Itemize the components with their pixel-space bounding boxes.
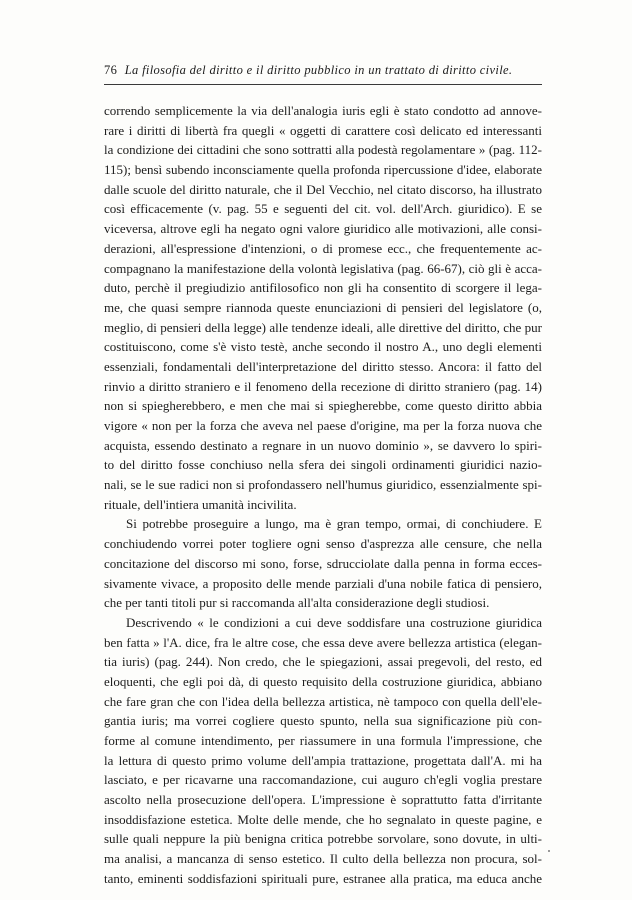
text-line: ben fatta » l'A. dice, fra le altre cose, che essa deve avere bellezza artistica (elegan-	[104, 634, 542, 650]
text-line: sulle quali neppure la più benigna critica potrebbe sorvolare, sono dovute, in ulti-	[104, 831, 542, 847]
text-line: rinvio a diritto straniero e il fenomeno della recezione di diritto straniero (pag. 14)	[104, 378, 542, 394]
text-line: rituale, dell'intiera umanità incivilita.	[104, 496, 297, 512]
text-line: rare i diritti di libertà fra quegli « oggetti di carattere così delicato ed interessanti	[104, 122, 542, 138]
text-line: conchiudendo vorrei poter togliere ogni senso d'asprezza alle censure, che nella	[104, 536, 542, 552]
text-line: non si spiegherebbero, e men che mai si spiegherebbe, come questo diritto abbia	[104, 398, 542, 414]
text-line: meglio, di pensieri della legge) alle tendenze ideali, alle direttive del diritto, che pur	[104, 319, 542, 335]
running-header	[104, 63, 542, 78]
text-line: Si potrebbe proseguire a lungo, ma è gran tempo, ormai, di conchiudere. E	[126, 516, 542, 532]
text-line: nali, se le sue radici non si profondassero nell'humus giuridico, essenzialmente spi-	[104, 477, 542, 493]
text-line: concitazione del discorso mi sono, forse, sdrucciolate dalla penna in forma ecces-	[104, 555, 542, 571]
text-line: Descrivendo « le condizioni a cui deve soddisfare una costruzione giuridica	[126, 614, 542, 630]
text-line: duto, perchè il pregiudizio antifilosofico non gli ha consentito di scorgere il lega-	[104, 280, 542, 296]
text-line: che per tanti titoli pur si raccomanda all'alta considerazione degli studiosi.	[104, 595, 490, 611]
text-line: forme al comune intendimento, per riassumere in una formula l'impressione, che	[104, 733, 542, 748]
header-rule	[104, 84, 542, 85]
paper-speck	[548, 850, 550, 852]
text-line: gantia iuris; ma vorrei cogliere questo spunto, nella sua significazione più con-	[104, 713, 542, 729]
body-text	[104, 101, 542, 889]
text-line: dalle scuole del diritto naturale, che il Del Vecchio, nel citato discorso, ha illustrato	[104, 181, 542, 197]
text-line: tia iuris) (pag. 244). Non credo, che le spiegazioni, assai pregevoli, del resto, ed	[104, 654, 542, 670]
text-line: la lettura di questo primo volume dell'ampia trattazione, progettata dall'A. mi ha	[104, 752, 542, 768]
page-number: 76	[104, 63, 118, 77]
text-line: vigore « non per la forza che aveva nel paese d'origine, ma per la forza nuova che	[104, 418, 542, 433]
text-line: ma analisi, a mancanza di senso estetico. Il culto della bellezza non procura, sol-	[104, 851, 542, 867]
text-line: eloquenti, che egli poi dà, di questo requisito della costruzione giuridica, abbiano	[104, 673, 542, 689]
text-line: essenziali, fondamentali dell'interpretazione del diritto stesso. Ancora: il fatto del	[104, 358, 542, 374]
text-line: tanto, eminenti soddisfazioni spirituali pure, estranee alla pratica, ma educa anche	[104, 870, 542, 886]
text-line: 115); bensì subendo inconsciamente quella profonda ripercussione d'idee, elaborate	[104, 162, 542, 178]
text-line: ascolto nella prosecuzione dell'opera. L'impressione è soprattutto fatta d'irritante	[104, 792, 542, 808]
text-line: costituiscono, come s'è visto testè, anche secondo il nostro A., uno degli elementi	[104, 339, 542, 355]
text-line: acquista, essendo destinato a regnare in un nuovo dominio », se davvero lo spiri-	[104, 437, 542, 453]
text-line: correndo semplicemente la via dell'analogia iuris egli è stato condotto ad annove-	[104, 103, 542, 118]
text-line: derazioni, all'espressione d'intenzioni, o di promese ecc., che frequentemente ac-	[104, 240, 542, 256]
text-line: viceversa, altrove egli ha negato ogni valore giuridico alle motivazioni, alle consi-	[104, 221, 542, 237]
text-line: lasciato, e per ricavarne una raccomandazione, cui auguro ch'egli voglia prestare	[104, 772, 542, 788]
text-line: insoddisfazione estetica. Molte delle mende, che ho segnalato in queste pagine, e	[104, 811, 542, 827]
text-line: così efficacemente (v. pag. 55 e seguenti del cit. vol. dell'Arch. giuridico). E se	[104, 201, 542, 217]
text-line: che fare gran che con l'idea della bellezza artistica, nè tampoco con quella dell'ele-	[104, 693, 542, 709]
text-line: compagnano la manifestazione della volontà legislativa (pag. 66-67), ciò gli è acca-	[104, 260, 542, 276]
text-line: to del diritto fosse conchiuso nella sfera dei singoli ordinamenti giuridici nazio-	[104, 457, 542, 473]
running-title: La filosofia del diritto e il diritto pubblico in un trattato di diritto civile.	[124, 63, 513, 77]
text-line: sivamente vivace, a proposito delle mende parziali d'una nobile fatica di pensiero,	[104, 575, 542, 591]
text-line: la condizione dei cittadini che sono sottratti alla podestà regolamentare » (pag. 112-	[104, 142, 542, 158]
text-line: me, che quasi sempre riannoda queste enunciazioni di pensieri del legislatore (o,	[104, 299, 542, 315]
